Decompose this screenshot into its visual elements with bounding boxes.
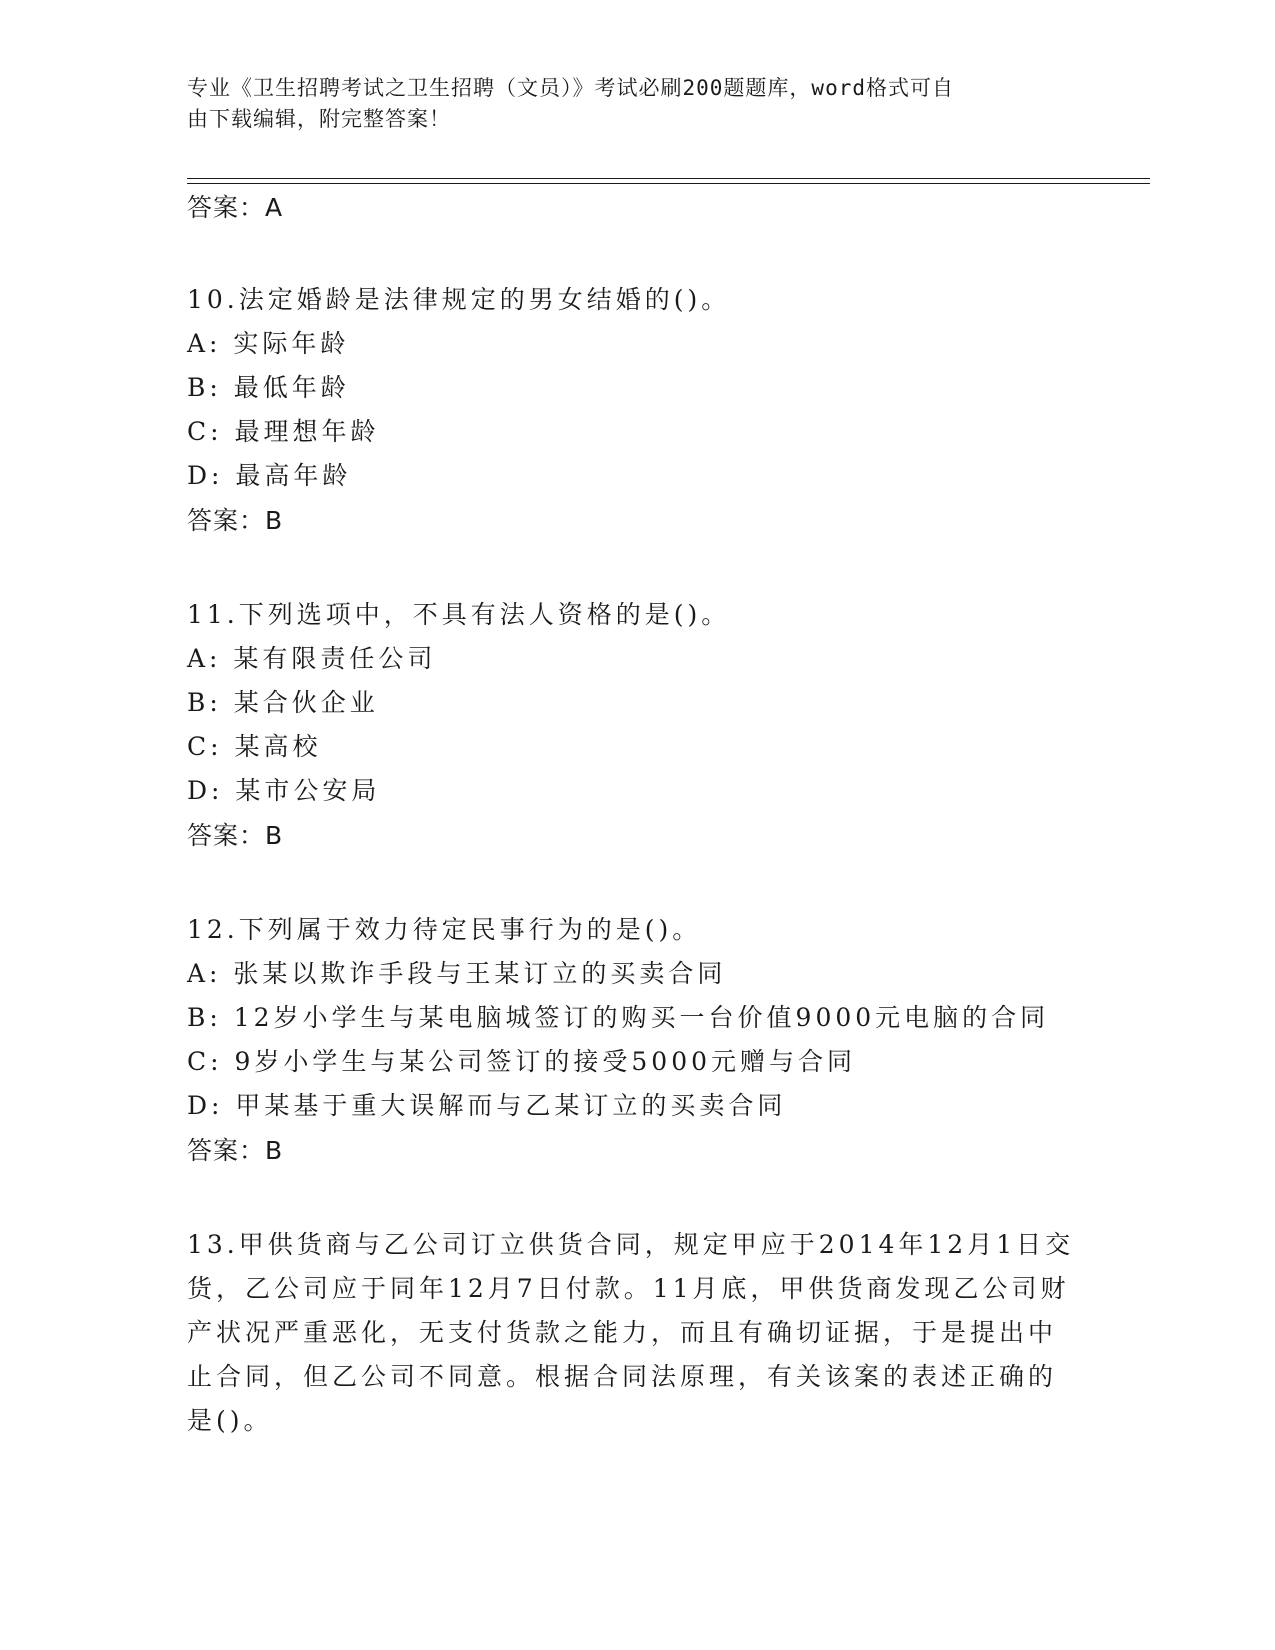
header-divider-top: [187, 178, 1150, 179]
question-11-option-d: D: 某市公安局: [187, 776, 381, 805]
question-13-stem-line-5: 是()。: [187, 1406, 273, 1435]
question-11-answer: 答案：B: [187, 821, 284, 850]
question-11-option-b: B: 某合伙企业: [187, 688, 379, 717]
question-11-stem: 11.下列选项中，不具有法人资格的是()。: [187, 600, 731, 629]
question-10-option-b: B: 最低年龄: [187, 373, 350, 402]
question-11-option-a: A: 某有限责任公司: [187, 644, 437, 673]
question-10-stem: 10.法定婚龄是法律规定的男女结婚的()。: [187, 285, 731, 314]
question-13-stem-line-2: 货，乙公司应于同年12月7日付款。11月底，甲供货商发现乙公司财: [187, 1274, 1070, 1303]
question-12-option-d: D: 甲某基于重大误解而与乙某订立的买卖合同: [187, 1091, 787, 1120]
question-13-stem-line-3: 产状况严重恶化，无支付货款之能力，而且有确切证据，于是提出中: [187, 1318, 1058, 1347]
answer-previous: 答案：A: [187, 193, 284, 222]
question-13-stem-line-4: 止合同，但乙公司不同意。根据合同法原理，有关该案的表述正确的: [187, 1362, 1058, 1391]
question-10-option-c: C: 最理想年龄: [187, 417, 380, 446]
question-10-answer: 答案：B: [187, 506, 284, 535]
question-12-option-a: A: 张某以欺诈手段与王某订立的买卖合同: [187, 959, 727, 988]
document-header: [187, 73, 1067, 135]
header-line-2: 由下载编辑，附完整答案！: [187, 107, 451, 131]
question-13-stem-line-1: 13.甲供货商与乙公司订立供货合同，规定甲应于2014年12月1日交: [187, 1230, 1075, 1259]
question-12-option-c: C: 9岁小学生与某公司签订的接受5000元赠与合同: [187, 1047, 857, 1076]
question-10-option-a: A: 实际年龄: [187, 329, 350, 358]
question-12-answer: 答案：B: [187, 1136, 284, 1165]
question-12-stem: 12.下列属于效力待定民事行为的是()。: [187, 915, 702, 944]
question-12-option-b: B: 12岁小学生与某电脑城签订的购买一台价值9000元电脑的合同: [187, 1003, 1050, 1032]
header-line-1: 专业《卫生招聘考试之卫生招聘（文员）》考试必刷200题题库，word格式可自: [187, 76, 954, 100]
header-divider-bottom: [187, 183, 1150, 184]
question-10-option-d: D: 最高年龄: [187, 461, 352, 490]
question-11-option-c: C: 某高校: [187, 732, 322, 761]
